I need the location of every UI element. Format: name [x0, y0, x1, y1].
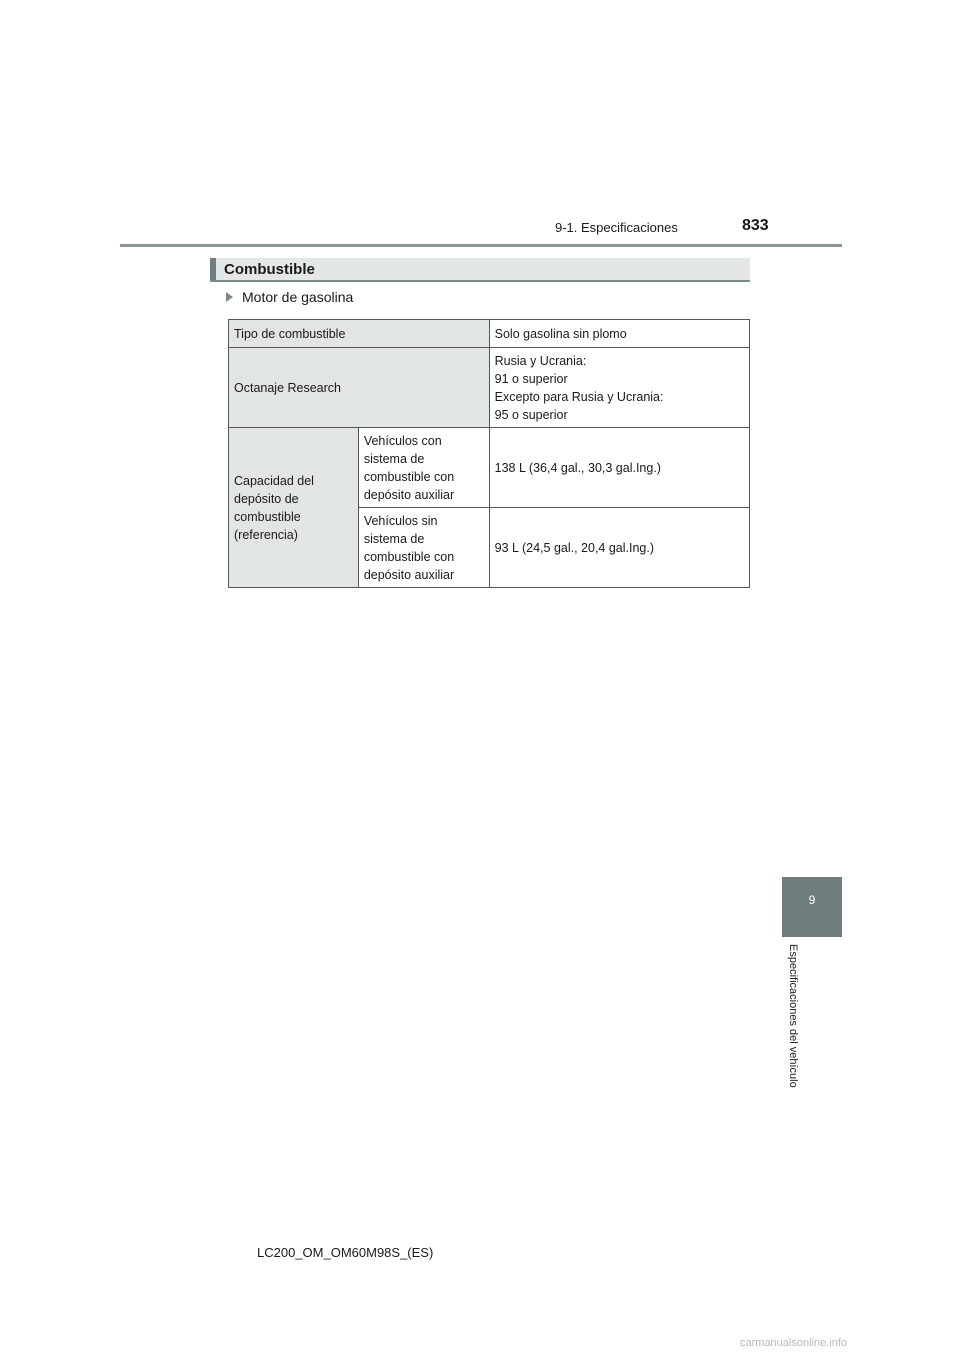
header-divider	[120, 244, 842, 247]
section-heading-bar	[210, 258, 750, 282]
octane-line: 95 o superior	[494, 407, 568, 422]
triangle-bullet-icon	[226, 292, 233, 302]
chapter-tab	[782, 877, 842, 937]
table-row	[229, 348, 750, 428]
capacity-condition: Vehículos sin sistema de combustible con depósito auxiliar	[358, 508, 489, 588]
octane-line: Excepto para Rusia y Ucrania:	[494, 389, 664, 404]
octane-line: Rusia y Ucrania:	[494, 353, 587, 368]
capacity-value: 93 L (24,5 gal., 20,4 gal.Ing.)	[489, 508, 749, 588]
capacity-condition: Vehículos con sistema de combustible con depósito auxiliar	[358, 428, 489, 508]
section-title: Combustible	[224, 261, 315, 278]
watermark: carmanualsonline.info	[740, 1337, 848, 1349]
capacity-label: Capacidad del depósito de combustible (referencia)	[229, 428, 359, 588]
fuel-type-value: Solo gasolina sin plomo	[489, 320, 749, 348]
chapter-tab-number: 9	[808, 893, 816, 907]
page-number: 833	[742, 217, 769, 234]
octane-value	[489, 348, 749, 428]
octane-label: Octanaje Research	[229, 348, 490, 428]
fuel-type-label: Tipo de combustible	[229, 320, 490, 348]
chapter-tab-label: Especificaciones del vehículo	[787, 944, 799, 1088]
subheading-text: Motor de gasolina	[242, 289, 354, 305]
octane-line: 91 o superior	[494, 371, 568, 386]
fuel-spec-table	[228, 319, 750, 588]
section-heading-accent	[210, 258, 216, 280]
header-section-title: 9-1. Especificaciones	[555, 220, 678, 235]
subheading	[226, 289, 353, 305]
footer-document-code: LC200_OM_OM60M98S_(ES)	[257, 1245, 434, 1260]
capacity-value: 138 L (36,4 gal., 30,3 gal.Ing.)	[489, 428, 749, 508]
table-row	[229, 428, 750, 508]
table-row	[229, 320, 750, 348]
